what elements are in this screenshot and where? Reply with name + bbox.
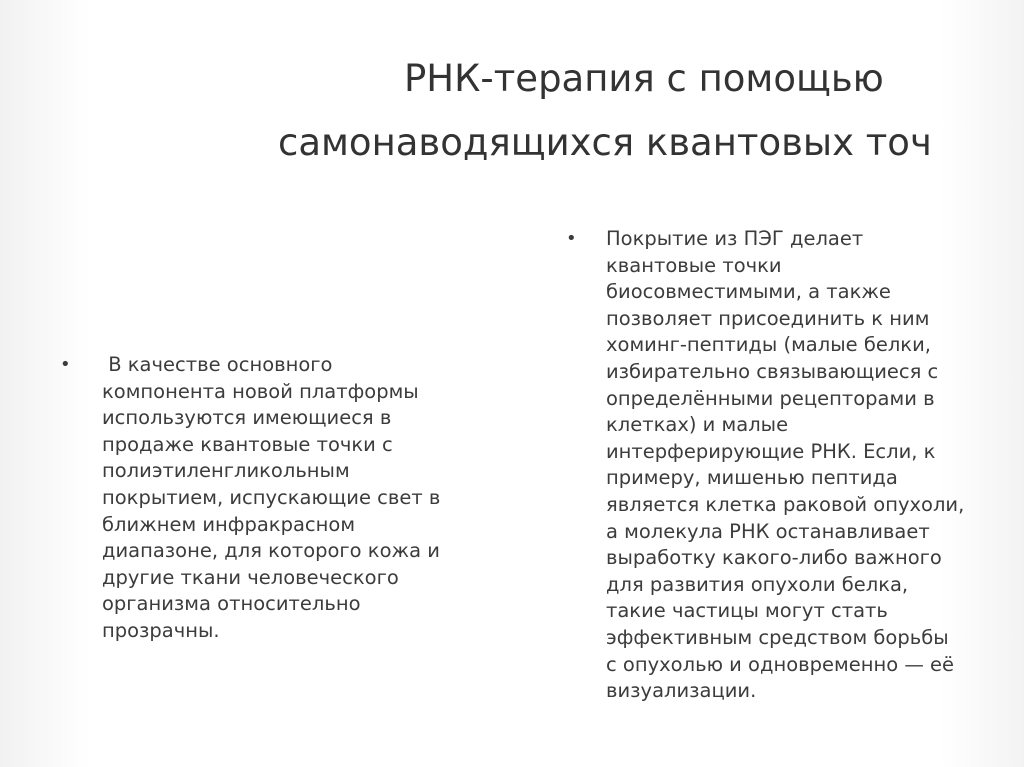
text-line: квантовые точки bbox=[606, 253, 782, 277]
text-line: ближнем инфракрасном bbox=[102, 512, 356, 536]
text-line: компонента новой платформы bbox=[102, 379, 419, 403]
text-line: прозрачны. bbox=[102, 618, 220, 642]
text-line: полиэтиленгликольным bbox=[102, 459, 350, 483]
text-line: для развития опухоли белка, bbox=[606, 572, 909, 596]
bullet-marker: • bbox=[60, 354, 71, 375]
text-line: используются имеющиеся в bbox=[102, 406, 392, 430]
text-line: позволяет присоединить к ним bbox=[606, 306, 930, 330]
text-line: выработку какого-либо важного bbox=[606, 546, 942, 570]
text-line: а молекула РНК останавливает bbox=[606, 519, 930, 543]
text-line: В качестве основного bbox=[102, 353, 333, 376]
text-line: покрытием, испускающие свет в bbox=[102, 485, 441, 509]
left-bullet-text bbox=[102, 352, 440, 645]
slide-title-line: РНК-терапия с помощью bbox=[404, 57, 884, 100]
text-line: является клетка раковой опухоли, bbox=[606, 492, 965, 516]
right-bullet-text bbox=[606, 226, 964, 705]
text-line: интерферирующие РНК. Если, к bbox=[606, 439, 936, 463]
text-line: продаже квантовые точки с bbox=[102, 432, 393, 456]
bullet-marker: • bbox=[566, 228, 577, 249]
text-line: Покрытие из ПЭГ делает bbox=[606, 227, 864, 250]
text-line: эффективным средством борьбы bbox=[606, 625, 949, 649]
text-line: определёнными рецепторами в bbox=[606, 386, 935, 410]
text-line: другие ткани человеческого bbox=[102, 565, 399, 589]
text-line: избирательно связывающиеся с bbox=[606, 359, 939, 383]
text-line: визуализации. bbox=[606, 679, 757, 703]
text-line: примеру, мишенью пептида bbox=[606, 466, 898, 490]
text-line: клетках) и малые bbox=[606, 413, 789, 437]
slide-title bbox=[0, 0, 1024, 200]
slide-title-line: самонаводящихся квантовых точ bbox=[278, 121, 932, 164]
text-line: организма относительно bbox=[102, 592, 361, 616]
text-line: диапазоне, для которого кожа и bbox=[102, 539, 440, 563]
text-line: с опухолью и одновременно — её bbox=[606, 652, 955, 676]
text-line: хоминг-пептиды (малые белки, bbox=[606, 333, 931, 357]
text-line: такие частицы могут стать bbox=[606, 599, 888, 623]
text-line: биосовместимыми, а также bbox=[606, 280, 891, 304]
